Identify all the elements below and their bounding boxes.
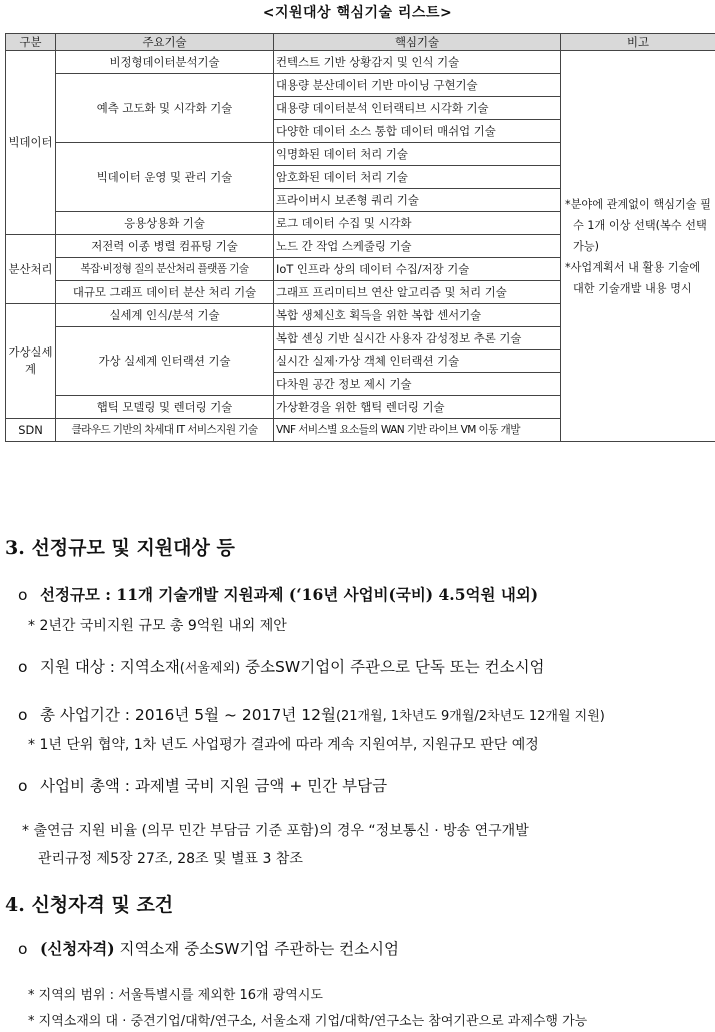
- core-tech: 컨텍스트 기반 상황감지 및 인식 기술: [274, 51, 561, 74]
- bullet-icon: ο: [18, 658, 28, 676]
- qual-label: (신청자격): [40, 939, 115, 958]
- header-note: 비고: [561, 34, 715, 51]
- period-paren: (21개월, 1차년도 9개월/2차년도 12개월 지원): [335, 709, 605, 724]
- header-core-tech: 핵심기술: [274, 34, 561, 51]
- category-virtual: 가상실세계: [6, 304, 56, 419]
- budget-note-2: 관리규정 제5장 27조, 28조 및 별표 3 참조: [38, 851, 303, 867]
- period-main: 총 사업기간 : 2016년 5월 ~ 2017년 12월: [40, 706, 336, 724]
- major-tech: 햅틱 모델링 및 렌더링 기술: [56, 396, 274, 419]
- major-tech: 예측 고도화 및 시각화 기술: [56, 74, 274, 143]
- major-tech: 복잡·비정형 질의 분산처리 플랫폼 기술: [56, 258, 274, 281]
- core-tech: 다차원 공간 정보 제시 기술: [274, 373, 561, 396]
- budget-text: 사업비 총액 : 과제별 국비 지원 금액 + 민간 부담금: [40, 777, 388, 795]
- major-tech: 비정형데이터분석기술: [56, 51, 274, 74]
- page-title: <지원대상 핵심기술 리스트>: [262, 5, 453, 21]
- header-major-tech: 주요기술: [56, 34, 274, 51]
- core-tech: 실시간 실제·가상 객체 인터랙션 기술: [274, 350, 561, 373]
- region-note: * 지역의 범위 : 서울특별시를 제외한 16개 광역시도: [28, 988, 323, 1003]
- table-header-row: [6, 34, 715, 51]
- major-tech: 응용상용화 기술: [56, 212, 274, 235]
- header-category: 구분: [6, 34, 56, 51]
- target-rest: 중소SW기업이 주관으로 단독 또는 컨소시엄: [240, 658, 545, 676]
- core-tech: 대용량 분산데이터 기반 마이닝 구현기술: [274, 74, 561, 97]
- bullet-icon: ο: [18, 706, 28, 724]
- scale-note: * 2년간 국비지원 규모 총 9억원 내외 제안: [28, 618, 287, 634]
- category-distributed: 분산처리: [6, 235, 56, 304]
- core-tech: IoT 인프라 상의 데이터 수집/저장 기술: [274, 258, 561, 281]
- core-tech: 가상환경을 위한 햅틱 렌더링 기술: [274, 396, 561, 419]
- major-tech: 실세계 인식/분석 기술: [56, 304, 274, 327]
- major-tech: 빅데이터 운영 및 관리 기술: [56, 143, 274, 212]
- core-tech: 다양한 데이터 소스 통합 데이터 매쉬업 기술: [274, 120, 561, 143]
- business-period: [18, 703, 605, 725]
- note-line: *분야에 관계없이 핵심기술 필수 1개 이상 선택(복수 선택 가능): [565, 197, 711, 253]
- core-tech: 복합 센싱 기반 실시간 사용자 감성정보 추론 기술: [274, 327, 561, 350]
- qual-rest: 지역소재 중소SW기업 주관하는 컨소시엄: [114, 940, 400, 958]
- budget-note-1: * 출연금 지원 비율 (의무 민간 부담금 기준 포함)의 경우 “정보통신 · 방송 연구개발: [22, 823, 529, 839]
- core-tech: 암호화된 데이터 처리 기술: [274, 166, 561, 189]
- core-tech: 복합 생체신호 획득을 위한 복합 센서기술: [274, 304, 561, 327]
- major-tech: 저전력 이종 병렬 컴퓨팅 기술: [56, 235, 274, 258]
- major-tech: 클라우드 기반의 차세대 IT 서비스지원 기술: [56, 419, 274, 442]
- table-row: [6, 51, 715, 74]
- note-line: *사업계획서 내 활용 기술에 대한 기술개발 내용 명시: [565, 260, 701, 295]
- support-target: [18, 655, 545, 677]
- period-note: * 1년 단위 협약, 1차 년도 사업평가 결과에 따라 계속 지원여부, 지원규모 판단 예정: [28, 737, 539, 753]
- selection-scale-text: 선정규모 : 11개 기술개발 지원과제 (‘16년 사업비(국비) 4.5억원 내외): [40, 585, 539, 604]
- core-tech: 대용량 데이터분석 인터랙티브 시각화 기술: [274, 97, 561, 120]
- section3-heading: 3. 선정규모 및 지원대상 등: [5, 537, 235, 559]
- core-tech: VNF 서비스별 요소들의 WAN 기반 라이브 VM 이동 개발: [274, 419, 561, 442]
- budget-total: [18, 774, 387, 796]
- bullet-icon: ο: [18, 940, 28, 958]
- selection-scale: [18, 583, 538, 605]
- category-bigdata: 빅데이터: [6, 51, 56, 235]
- bullet-icon: ο: [18, 777, 28, 795]
- participant-note: * 지역소재의 대 · 중견기업/대학/연구소, 서울소재 기업/대학/연구소는 참여기관으로 과제수행 가능: [28, 1014, 588, 1029]
- note-cell: [561, 51, 715, 442]
- core-tech: 프라이버시 보존형 쿼리 기술: [274, 189, 561, 212]
- target-paren: (서울제외): [179, 661, 241, 676]
- core-tech: 로그 데이터 수집 및 시각화: [274, 212, 561, 235]
- core-tech-table: [5, 33, 715, 442]
- section4-heading: 4. 신청자격 및 조건: [5, 894, 174, 916]
- core-tech: 노드 간 작업 스케줄링 기술: [274, 235, 561, 258]
- category-sdn: SDN: [6, 419, 56, 442]
- core-tech: 익명화된 데이터 처리 기술: [274, 143, 561, 166]
- qualification: [18, 937, 399, 959]
- major-tech: 대규모 그래프 데이터 분산 처리 기술: [56, 281, 274, 304]
- core-tech: 그래프 프리미티브 연산 알고리즘 및 처리 기술: [274, 281, 561, 304]
- major-tech: 가상 실세계 인터랙션 기술: [56, 327, 274, 396]
- bullet-icon: ο: [18, 586, 28, 604]
- target-label: 지원 대상 : 지역소재: [40, 658, 180, 676]
